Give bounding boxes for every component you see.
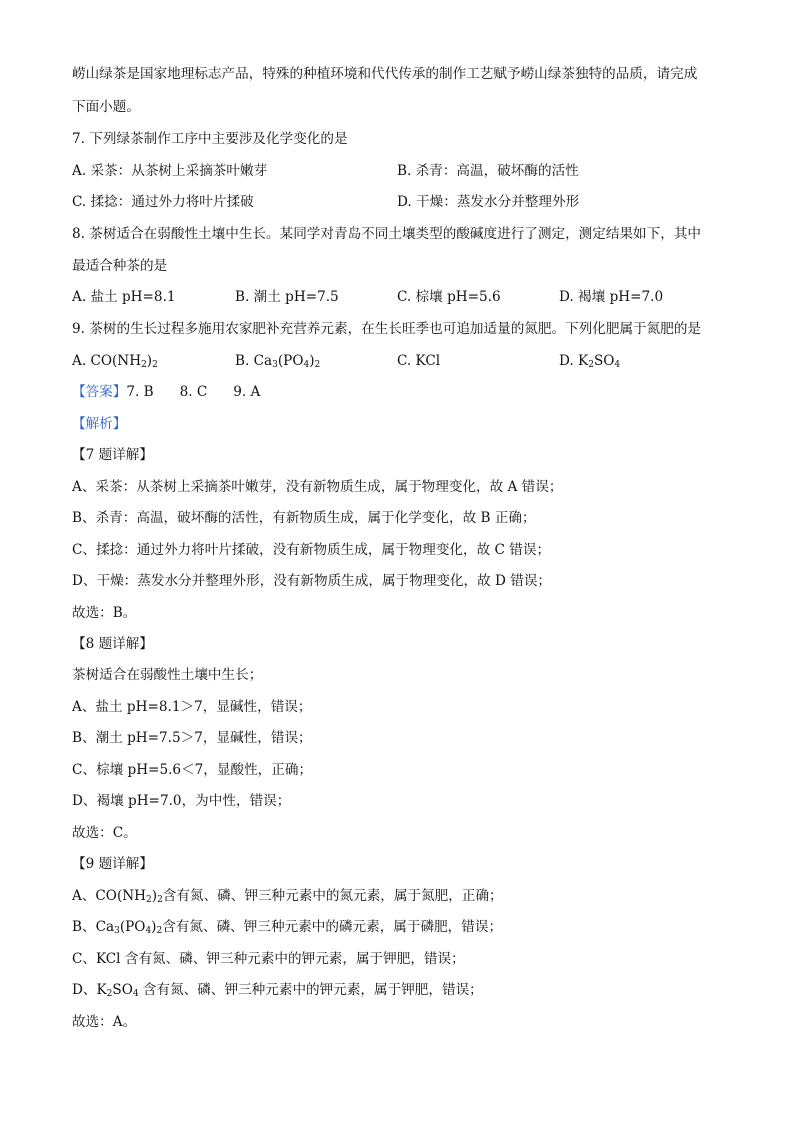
d8-title: 【8 题详解】 xyxy=(72,636,153,652)
intro-line-2: 下面小题。 xyxy=(72,99,140,115)
answer-label: 【答案】 xyxy=(72,384,127,400)
d8-d: D、褐壤 pH=7.0，为中性，错误； xyxy=(72,793,291,809)
q8-option-b: B. 潮土 pH=7.5 xyxy=(235,289,339,305)
q8-option-d: D. 褐壤 pH=7.0 xyxy=(559,289,664,305)
q9-option-a: A. $CO(NH_2)_2$ xyxy=(72,353,158,370)
d8-intro: 茶树适合在弱酸性土壤中生长； xyxy=(72,667,263,683)
d9-choice: 故选：A。 xyxy=(72,1014,137,1030)
d8-c: C、棕壤 pH=5.6＜7，显酸性，正确； xyxy=(72,762,313,778)
d8-b: B、潮土 pH=7.5＞7，显碱性，错误； xyxy=(72,730,312,746)
q8-stem-1: 8. 茶树适合在弱酸性土壤中生长。某同学对青岛不同土壤类型的酸碱度进行了测定，测定结果如下，其中 xyxy=(72,226,702,242)
q8-stem-2: 最适合种茶的是 xyxy=(72,258,168,274)
q7-option-b: B. 杀青：高温，破坏酶的活性 xyxy=(397,163,579,179)
d7-b: B、杀青：高温，破坏酶的活性，有新物质生成，属于化学变化，故 B 正确； xyxy=(72,510,536,526)
d7-title: 【7 题详解】 xyxy=(72,447,153,463)
q7-option-d: D. 干燥：蒸发水分并整理外形 xyxy=(397,194,580,210)
q7-option-c: C. 揉捻：通过外力将叶片揉破 xyxy=(72,194,254,210)
d7-a: A、采茶：从茶树上采摘茶叶嫩芽，没有新物质生成，属于物理变化，故 A 错误； xyxy=(72,479,563,495)
d9-title: 【9 题详解】 xyxy=(72,856,153,872)
analysis-label: 【解析】 xyxy=(72,416,127,432)
q8-option-a: A. 盐土 pH=8.1 xyxy=(72,289,176,305)
d8-a: A、盐土 pH=8.1＞7，显碱性，错误； xyxy=(72,699,312,715)
d9-c: C、KCl 含有氮、磷、钾三种元素中的钾元素，属于钾肥，错误； xyxy=(72,951,465,967)
answer-line xyxy=(72,382,260,402)
d7-c: C、揉捻：通过外力将叶片揉破，没有新物质生成，属于物理变化，故 C 错误； xyxy=(72,542,551,558)
answer-text: 7. B 8. C 9. A xyxy=(126,384,261,400)
d9-b: B、$Ca_3(PO_4)_2$含有氮、磷、钾三种元素中的磷元素，属于磷肥，错误； xyxy=(72,919,503,936)
d8-choice: 故选：C。 xyxy=(72,825,137,841)
q7-stem: 7. 下列绿茶制作工序中主要涉及化学变化的是 xyxy=(72,131,348,147)
d9-a: A、$CO(NH_2)_2$含有氮、磷、钾三种元素中的氮元素，属于氮肥，正确； xyxy=(72,888,503,905)
d7-choice: 故选：B。 xyxy=(72,605,137,621)
d9-d: D、$K_2SO_4$ 含有氮、磷、钾三种元素中的钾元素，属于钾肥，错误； xyxy=(72,982,483,999)
q9-option-b: B. $Ca_3(PO_4)_2$ xyxy=(235,353,321,370)
d7-d: D、干燥：蒸发水分并整理外形，没有新物质生成，属于物理变化，故 D 错误； xyxy=(72,573,552,589)
q9-stem: 9. 茶树的生长过程多施用农家肥补充营养元素，在生长旺季也可追加适量的氮肥。下列化肥属于氮肥的是 xyxy=(72,321,702,337)
q9-option-d: D. $K_2SO_4$ xyxy=(559,353,621,370)
intro-line-1: 崂山绿茶是国家地理标志产品，特殊的种植环境和代代传承的制作工艺赋予崂山绿茶独特的品质，请完成 xyxy=(72,66,698,82)
q9-option-c: C. KCl xyxy=(397,353,441,369)
q7-option-a: A. 采茶：从茶树上采摘茶叶嫩芽 xyxy=(72,163,268,179)
q8-option-c: C. 棕壤 pH=5.6 xyxy=(397,289,501,305)
